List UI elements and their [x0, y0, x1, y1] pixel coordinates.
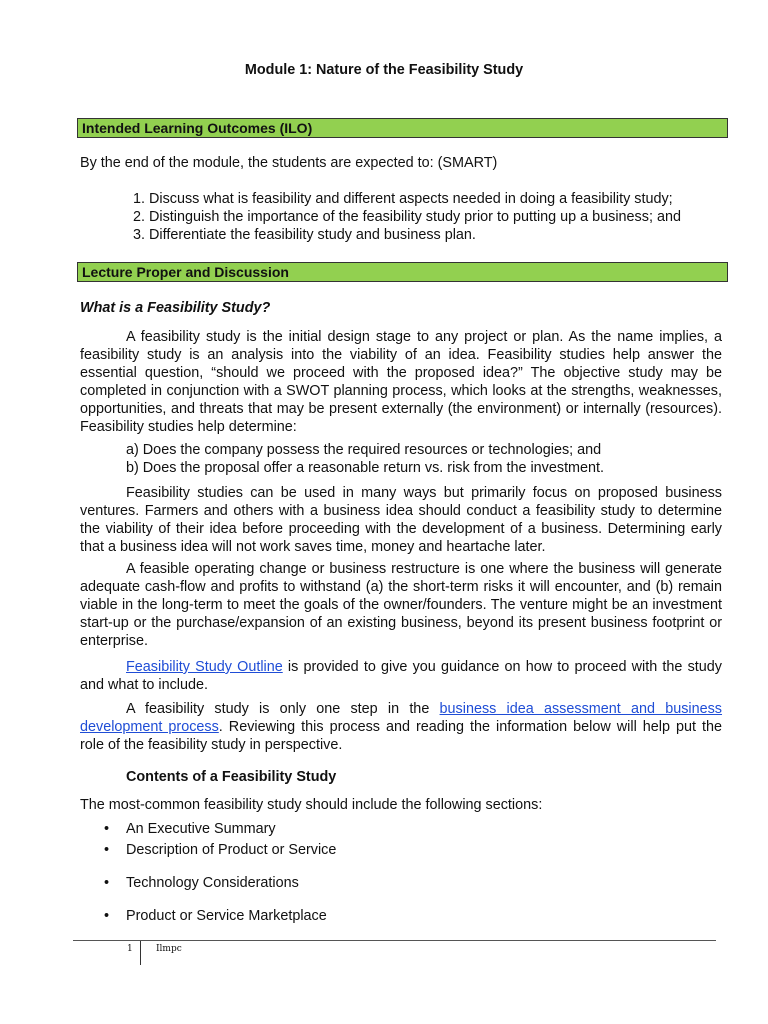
- paragraph-uses: Feasibility studies can be used in many ways but primarily focus on proposed business ventures. Farmers and others with a business idea should conduct a feasibility study to determine the viability of their idea before proceeding with the development of a business. Determining early that a business idea will not work saves time, money and heartache later.: [80, 485, 722, 555]
- bullet-icon: •: [104, 875, 110, 891]
- paragraph-definition: A feasibility study is the initial design stage to any project or plan. As the name implies, a feasibility study is an analysis into the viability of an idea. Feasibility studies help answer the essential question, “should we proceed with the proposed idea?” The objective study may be completed in conjunction with a SWOT planning process, which looks at the strengths, weaknesses, opportunities, and threats that may be present externally (the environment) or internally (resources). Feasibility studies help determine:: [80, 329, 722, 435]
- list-item: • Technology Considerations: [104, 875, 299, 891]
- footer-separator: [140, 941, 141, 965]
- paragraph-process: [80, 700, 722, 754]
- bullet-icon: •: [104, 842, 110, 858]
- list-item: • An Executive Summary: [104, 821, 276, 837]
- footer-divider: [73, 940, 716, 941]
- contents-intro: The most-common feasibility study should include the following sections:: [80, 797, 543, 813]
- page-number: 1: [127, 944, 133, 954]
- determine-item: a) Does the company possess the required resources or technologies; and: [126, 442, 602, 458]
- ilo-header: Intended Learning Outcomes (ILO): [77, 118, 728, 138]
- process-text-end: . Reviewing this process and reading the information below will help put the role of the feasibility study in perspective.: [80, 719, 722, 753]
- business-process-link[interactable]: business idea assessment and business development process: [80, 701, 723, 735]
- contents-heading: Contents of a Feasibility Study: [126, 769, 337, 785]
- determine-list: [126, 441, 604, 477]
- lecture-header: Lecture Proper and Discussion: [77, 262, 728, 282]
- feasibility-outline-link[interactable]: Feasibility Study Outline: [126, 659, 283, 675]
- bullet-icon: •: [104, 908, 110, 924]
- determine-item: b) Does the proposal offer a reasonable return vs. risk from the investment.: [126, 460, 605, 476]
- paragraph-outline: [80, 658, 722, 694]
- section-heading: What is a Feasibility Study?: [80, 300, 271, 316]
- ilo-list: [133, 190, 681, 244]
- outline-text: is provided to give you guidance on how to proceed with the study and what to include.: [80, 659, 722, 693]
- page-title: Module 1: Nature of the Feasibility Study: [244, 62, 524, 78]
- ilo-item: 2. Distinguish the importance of the feasibility study prior to putting up a business; and: [133, 209, 681, 225]
- ilo-item: 3. Differentiate the feasibility study and business plan.: [133, 227, 476, 243]
- bullet-icon: •: [104, 821, 110, 837]
- process-text-start: A feasibility study is only one step in the: [126, 701, 440, 717]
- list-item: • Description of Product or Service: [104, 842, 337, 858]
- footer-text: Ilmpc: [156, 944, 182, 954]
- paragraph-feasible-change: A feasible operating change or business restructure is one where the business will generate adequate cash-flow and profits to withstand (a) the short-term risks it will encounter, and (b) remain viable in the long-term to meet the goals of the owner/founders. The venture might be an investment start-up or the purchase/expansion of an existing business, beyond its present business footprint or enterprise.: [80, 561, 722, 649]
- ilo-item: 1. Discuss what is feasibility and different aspects needed in doing a feasibility study;: [133, 191, 673, 207]
- list-item: • Product or Service Marketplace: [104, 908, 327, 924]
- ilo-intro: By the end of the module, the students are expected to: (SMART): [80, 155, 498, 171]
